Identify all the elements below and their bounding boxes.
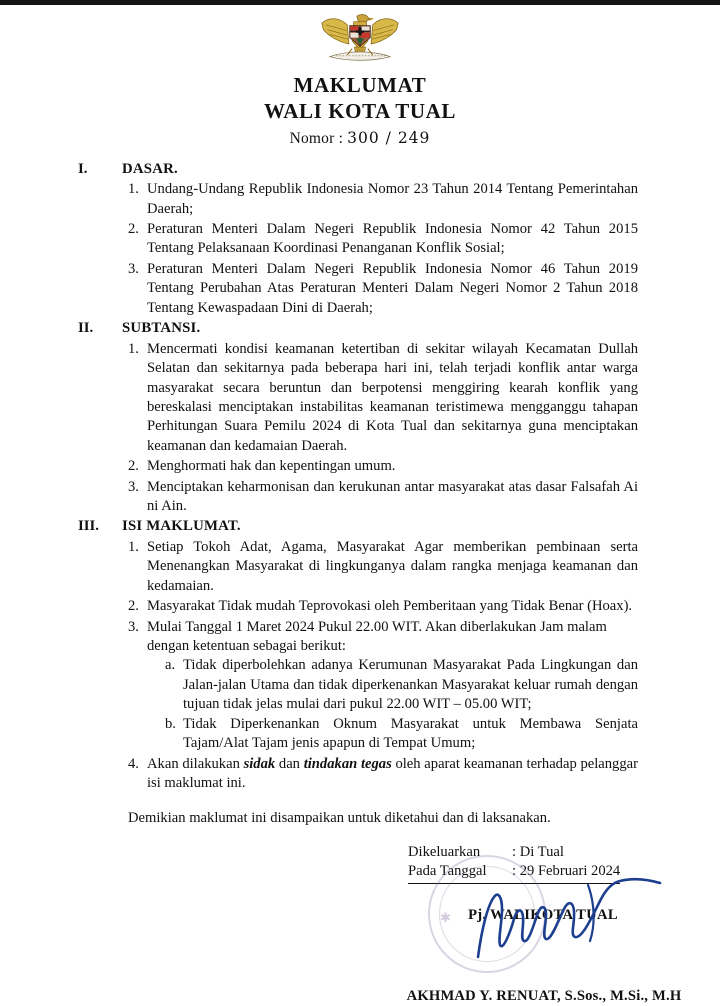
section-heading (78, 517, 638, 537)
list-item (128, 755, 638, 794)
item-text: Tidak Diperkenankan Oknum Masyarakat untuk Membawa Senjata Tajam/Alat Tajam jenis apapun di Tempat Umum; (183, 715, 638, 752)
sub-list-item-marker: b. (165, 715, 176, 732)
document-section (78, 517, 638, 793)
garuda-pancasila-emblem (312, 9, 408, 71)
list-item-marker: 4. (128, 755, 139, 772)
page-subtitle: WALI KOTA TUAL (263, 98, 456, 123)
section-item-list (128, 538, 638, 793)
document-section (78, 319, 638, 516)
list-item-body (147, 618, 638, 754)
section-title: ISI MAKLUMAT. (122, 518, 241, 535)
sub-list-item-marker: a. (165, 657, 176, 674)
issued-date-row (408, 862, 620, 883)
closing-paragraph: Demikian maklumat ini disampaikan untuk diketahui dan di laksanakan. (128, 810, 551, 827)
list-item-marker: 2. (128, 221, 139, 238)
date-value: : 29 Februari 2024 (512, 863, 621, 880)
list-item (128, 260, 638, 318)
list-item-marker: 3. (128, 260, 139, 277)
list-item-marker: 2. (128, 598, 139, 615)
sections-container (78, 160, 638, 794)
item-text: Menciptakan keharmonisan dan kerukunan antar masyarakat atas dasar Falsafah Ai ni Ain. (147, 478, 638, 514)
plain-text: Akan dilakukan (147, 755, 244, 772)
list-item (128, 538, 638, 596)
page-title: MAKLUMAT (293, 73, 427, 97)
item-text: Menghormati hak dan kepentingan umum. (147, 458, 396, 475)
plain-text: dan (275, 755, 304, 772)
list-item-marker: 1. (128, 340, 139, 357)
item-text: Setiap Tokoh Adat, Agama, Masyarakat Agar memberikan pembinaan serta Menenangkan Masyarakat di lingkunganya dalam rangka menjaga keamanan dan kedamaian. (147, 539, 638, 594)
item-text: Mencermati kondisi keamanan ketertiban di sekitar wilayah Kecamatan Dullah Selatan dan sekitarnya pada beberapa hari ini, telah terjadi konflik antar warga masyarakat secara beruntun dan berpotensi menggiring kearah konflik yang bereskalasi menciptakan instabilitas keamanan teristimewa mengganggu tahapan Perhitungan Suara Pemilu 2024 di Kota Tual dan sekitarnya guna menciptakan keamanan dan kedamaian Daerah. (147, 340, 638, 454)
signer-name: AKHMAD Y. RENUAT, S.Sos., M.Si., M.H (406, 987, 682, 1004)
item-text: Masyarakat Tidak mudah Teprovokasi oleh Pemberitaan yang Tidak Benar (Hoax). (147, 598, 633, 615)
document-number (0, 129, 720, 148)
item-text: Tidak diperbolehkan adanya Kerumunan Masyarakat Pada Lingkungan dan Jalan-jalan Utama dan tidak diperkenankan Masyarakat keluar rumah dengan tujuan tidak jelas mulai dari pukul 22.00 WIT – 05.00 WIT; (183, 657, 638, 713)
section-heading (78, 319, 638, 339)
item-text: Undang-Undang Republik Indonesia Nomor 23 Tahun 2014 Tentang Pemerintahan Daerah; (147, 181, 638, 217)
document-body (0, 160, 720, 1006)
section-item-list (128, 340, 638, 517)
document-page (0, 5, 720, 1004)
sub-item-list (165, 656, 638, 753)
document-number-label: Nomor : (289, 129, 344, 147)
item-text (147, 755, 638, 794)
item-text: Peraturan Menteri Dalam Negeri Republik Indonesia Nomor 42 Tahun 2015 Tentang Pelaksanaan Koordinasi Penanganan Konflik Sosial; (147, 221, 638, 257)
sub-list-item (165, 715, 638, 754)
list-item (128, 220, 638, 259)
list-item-marker: 3. (128, 618, 139, 635)
list-item-marker: 2. (128, 458, 139, 475)
emphasis-text: tindakan tegas (303, 755, 392, 772)
list-item-marker: 3. (128, 478, 139, 495)
list-item (128, 457, 638, 476)
plain-text: oleh aparat keamanan terhadap pelanggar isi maklumat ini. (147, 755, 638, 791)
issued-label: Dikeluarkan (408, 843, 481, 860)
emphasis-text: sidak (243, 755, 276, 772)
list-item-marker: 1. (128, 539, 139, 556)
list-item (128, 340, 638, 456)
list-item (128, 618, 638, 754)
item-text: Peraturan Menteri Dalam Negeri Republik Indonesia Nomor 46 Tahun 2019 Tentang Perubahan Atas Peraturan Menteri Dalam Negeri Nomor 2 Tahun 2018 Tentang Kewaspadaan Dini di Daerah; (147, 260, 638, 316)
section-numeral: I. (78, 160, 88, 177)
document-number-value: 300 / 249 (347, 128, 431, 147)
list-item (128, 478, 638, 517)
list-item (128, 597, 638, 616)
list-item (128, 180, 638, 219)
item-text: Mulai Tanggal 1 Maret 2024 Pukul 22.00 WIT. Akan diberlakukan Jam malam dengan ketentuan sebagai berikut: (147, 618, 607, 655)
date-label: Pada Tanggal (408, 863, 487, 880)
issued-value: : Di Tual (512, 843, 564, 860)
document-header (0, 5, 720, 148)
document-section (78, 160, 638, 319)
list-item-marker: 1. (128, 181, 139, 198)
section-item-list (128, 180, 638, 318)
signature-block (406, 843, 682, 1006)
signer-position: Pj. WALIKOTA TUAL (468, 906, 618, 923)
section-heading (78, 160, 638, 180)
sub-list-item (165, 656, 638, 714)
issued-place-row (408, 843, 638, 862)
section-numeral: III. (78, 518, 99, 535)
section-title: DASAR. (122, 160, 178, 177)
stamp-star-icon: ✱ (440, 909, 451, 925)
section-title: SUBTANSI. (122, 320, 201, 337)
section-numeral: II. (78, 320, 94, 337)
